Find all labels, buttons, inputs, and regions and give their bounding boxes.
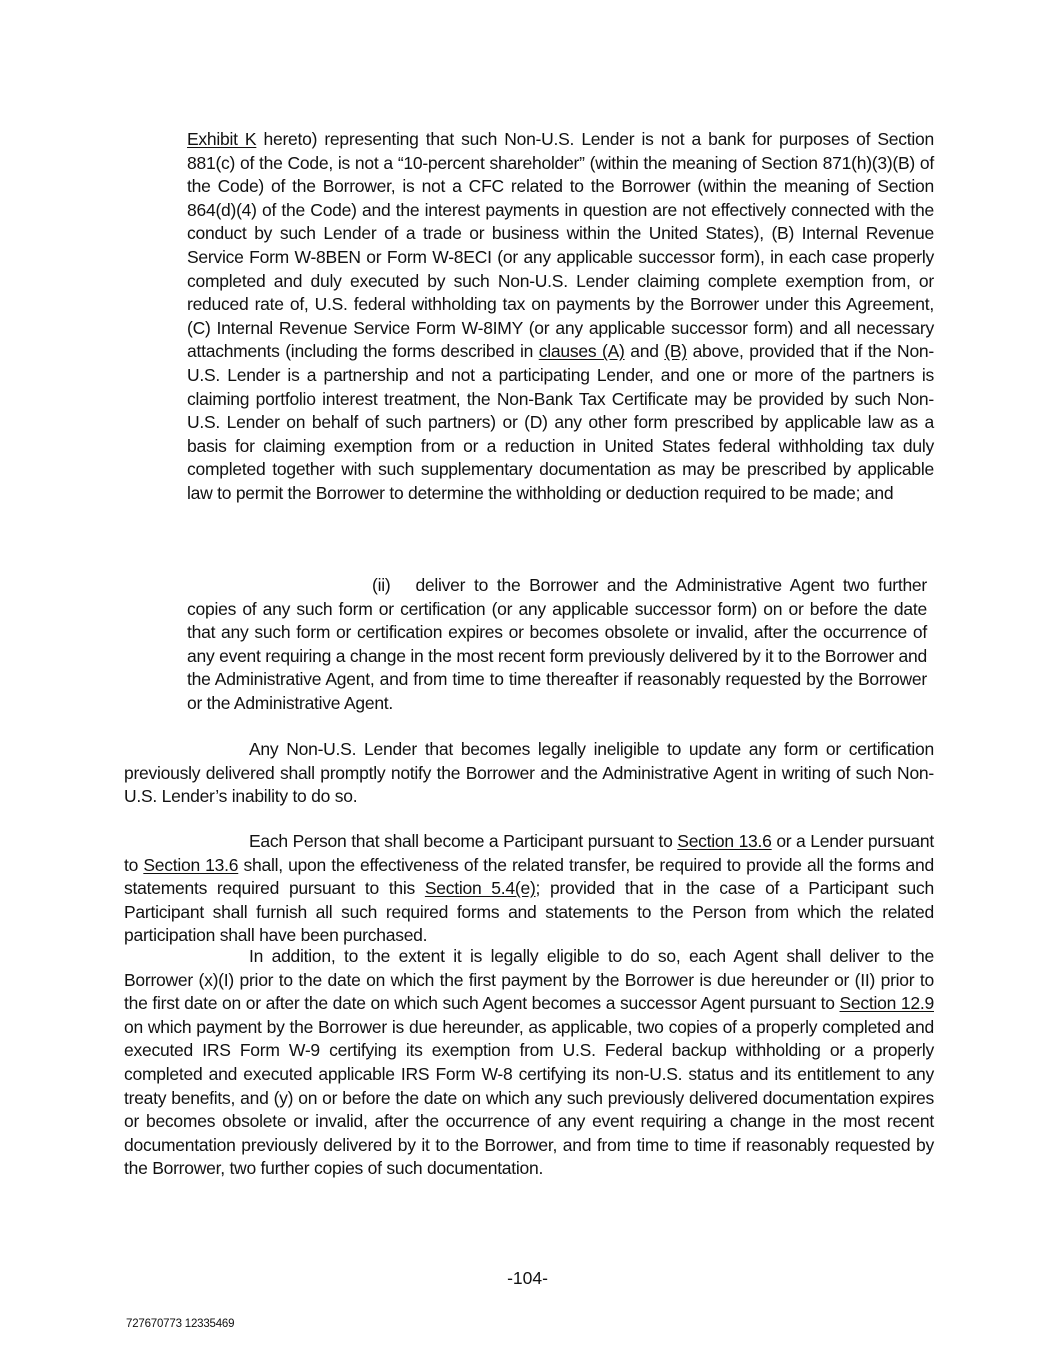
section-13-6-reference[interactable]: Section 13.6 xyxy=(143,854,239,875)
paragraph-text: on which payment by the Borrower is due hereunder, as applicable, two copies of a properly completed and executed IRS Form W-9 certifying its exemption from U.S. Federal backup withholding or a properly completed and executed applicable IRS Form W-8 certifying its non-U.S. status and its entitlement to any treaty benefits, and (y) on or before the date on which any such previously delivered documentation expires or becomes obsolete or invalid, after the occurrence of any event requiring a change in the most recent documentation previously delivered by it to the Borrower, and from time to time if reasonably requested by the Borrower, two further copies of such documentation. xyxy=(124,1016,934,1179)
clause-marker-ii: (ii) xyxy=(372,575,391,595)
paragraph-text: hereto) representing that such Non-U.S. Lender is not a bank for purposes of Section 881(c) of the Code, is not a “10-percent shareholder” (within the meaning of Section 871(h)(3)(B) of the Code) of the Borrower, is not a CFC related to the Borrower (within the meaning of Section 864(d)(4) of the Code) and the interest payments in question are not effectively connected with the conduct by such Lender of a trade or business within the United States), (B) Internal Revenue Service Form W-8BEN or Form W-8ECI (or any applicable successor form), in each case properly completed and duly executed by such Non-U.S. Lender claiming complete exemption from, or reduced rate of, U.S. federal withholding tax on payments by the Borrower under this Agreement, (C) Internal Revenue Service Form W-8IMY (or any applicable successor form) and all necessary attachments (including the forms described in xyxy=(187,129,934,362)
paragraph-participant xyxy=(124,830,934,948)
paragraph-text: In addition, to the extent it is legally eligible to do so, each Agent shall deliver to the Borrower (x)(I) prior to the date on which the first payment by the Borrower is due hereunder or (II) prior to the first date on or after the date on which such Agent becomes a successor Agent pursuant to xyxy=(124,946,934,1014)
paragraph-text: Each Person that shall become a Participant pursuant to xyxy=(249,831,678,851)
paragraph-continuation-exhibit-k xyxy=(187,128,934,506)
section-13-6-reference[interactable]: Section 13.6 xyxy=(677,831,772,851)
paragraph-text: and xyxy=(624,341,665,362)
paragraph-ineligible-lender xyxy=(124,738,934,809)
paragraph-clause-ii xyxy=(187,574,927,716)
paragraph-agent-delivery xyxy=(124,945,934,1181)
paragraph-text: Any Non-U.S. Lender that becomes legally ineligible to update any form or certification previously delivered shall promptly notify the Borrower and the Administrative Agent in writing of such Non-U.S. Lender’s inability to do so. xyxy=(124,739,934,807)
section-5-4-e-reference[interactable]: Section 5.4(e) xyxy=(424,878,536,899)
document-id: 727670773 12335469 xyxy=(126,1318,235,1330)
paragraph-text: or a Lender pursuant to xyxy=(124,831,934,875)
section-12-9-reference[interactable]: Section 12.9 xyxy=(839,993,934,1014)
clauses-a-reference[interactable]: clauses (A) xyxy=(538,341,625,362)
clause-b-reference[interactable]: (B) xyxy=(664,341,687,362)
paragraph-text: shall, upon the effectiveness of the related transfer, be required to provide all the forms and statements required pursuant to this xyxy=(124,854,934,899)
exhibit-k-reference[interactable]: Exhibit K xyxy=(187,129,257,149)
paragraph-text: deliver to the Borrower and the Administrative Agent two further copies of any such form or certification (or any applicable successor form) on or before the date that any such form or certification expires or becomes obsolete or invalid, after the occurrence of any event requiring a change in the most recent form previously delivered by it to the Borrower and the Administrative Agent, and from time to time thereafter if reasonably requested by the Borrower or the Administrative Agent. xyxy=(187,575,927,713)
page-number: -104- xyxy=(507,1268,548,1288)
paragraph-text: above, provided that if the Non-U.S. Lender is a partnership and not a participating Lender, and one or more of the partners is claiming portfolio interest treatment, the Non-Bank Tax Certificate may be provided by such Non-U.S. Lender on behalf of such partners) or (D) any other form prescribed by applicable law as a basis for claiming exemption from or a reduction in United States federal withholding tax duly completed together with such supplementary documentation as may be prescribed by applicable law to permit the Borrower to determine the withholding or deduction required to be made; and xyxy=(187,341,934,503)
paragraph-text: ; provided that in the case of a Participant such Participant shall furnish all such required forms and statements to the Person from which the related participation shall have been purchased. xyxy=(124,878,935,946)
